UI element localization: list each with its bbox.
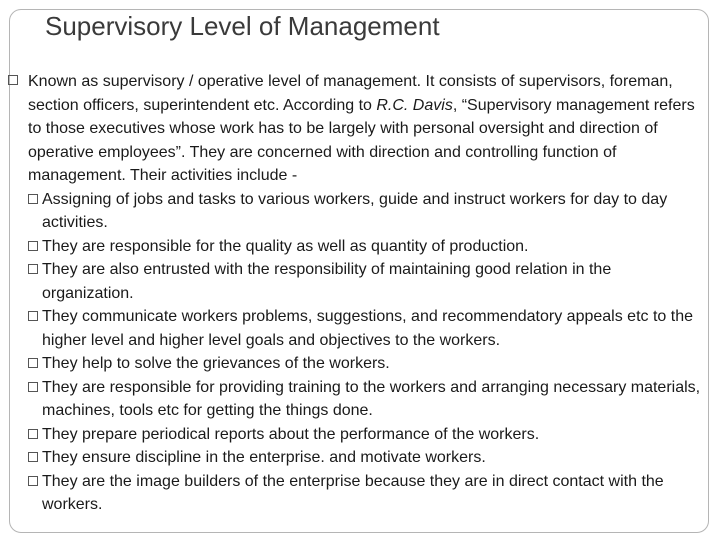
bullet-box-icon	[28, 264, 38, 274]
bullet-box-icon	[28, 194, 38, 204]
intro-text	[28, 70, 708, 188]
bullet-box-icon	[28, 311, 38, 321]
activity-text: They are responsible for providing training to the workers and arranging necessary materials, machines, tools etc for getting the things done.	[42, 378, 701, 419]
activity-item	[28, 470, 708, 517]
activity-text: They are the image builders of the enterprise because they are in direct contact with the workers.	[42, 472, 664, 513]
intro-text-after: , “Supervisory management refers to those executives whose work has to be largely with personal oversight and direction of operative employees”. They are concerned with direction and controlling function of management. Their activities include -	[28, 96, 695, 184]
activity-text: They prepare periodical reports about the performance of the workers.	[42, 425, 540, 443]
activity-item	[28, 376, 708, 423]
activity-text: They ensure discipline in the enterprise. and motivate workers.	[42, 449, 486, 466]
bullet-box-icon	[28, 452, 38, 462]
activity-text: They communicate workers problems, suggestions, and recommendatory appeals etc to the higher level and higher level goals and objectives to the workers.	[42, 308, 693, 349]
activity-item	[28, 446, 708, 470]
activity-item	[28, 423, 708, 447]
activities-list	[8, 188, 708, 517]
intro-text-before: Known as supervisory / operative level of management. It consists of supervisors, foreman, section officers, superintendent etc. According to	[28, 73, 673, 114]
activity-text: They are also entrusted with the responsibility of maintaining good relation in the organization.	[42, 261, 612, 302]
intro-bullet	[8, 70, 708, 188]
bullet-box-icon	[28, 429, 38, 439]
activity-item	[28, 352, 708, 376]
slide-title: Supervisory Level of Management	[45, 11, 440, 41]
slide-content	[8, 70, 708, 517]
activity-text: They are responsible for the quality as well as quantity of production.	[42, 237, 529, 255]
bullet-box-icon	[28, 476, 38, 486]
activity-item	[28, 188, 708, 235]
bullet-box-icon	[28, 382, 38, 392]
activity-item	[28, 258, 708, 305]
activity-text: They help to solve the grievances of the workers.	[42, 355, 390, 372]
activity-item	[28, 235, 708, 259]
intro-author: R.C. Davis	[376, 96, 453, 114]
bullet-box-icon	[28, 358, 38, 368]
activity-item	[28, 305, 708, 352]
bullet-box-icon	[28, 241, 38, 251]
activity-text: Assigning of jobs and tasks to various workers, guide and instruct workers for day to day activities.	[42, 190, 668, 231]
bullet-box-icon	[8, 75, 18, 85]
